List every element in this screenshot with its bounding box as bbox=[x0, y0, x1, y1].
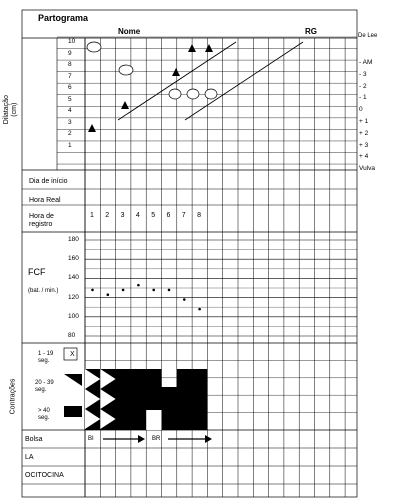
hour-label: 6 bbox=[166, 212, 171, 219]
delee-tick: + 2 bbox=[359, 129, 369, 137]
hour-label: 5 bbox=[151, 212, 156, 219]
start-day-label: Dia de início bbox=[29, 178, 68, 185]
hour-label: 8 bbox=[197, 212, 201, 219]
dilatation-tick: 3 bbox=[68, 118, 72, 126]
fcf-tick: 80 bbox=[68, 332, 76, 339]
hour-label: 1 bbox=[90, 212, 94, 219]
contraction-legend-1-19: 1 - 19 seg. bbox=[38, 351, 54, 364]
delee-tick: - AM bbox=[359, 59, 373, 66]
dilatation-tick: 5 bbox=[68, 95, 72, 103]
hour-label: 4 bbox=[135, 212, 140, 219]
dilatation-tick: 10 bbox=[68, 38, 76, 45]
dilatation-tick: 6 bbox=[68, 84, 72, 92]
delee-tick: Vulva bbox=[359, 165, 376, 173]
dilatation-tick: 7 bbox=[68, 72, 72, 80]
fcf-point bbox=[198, 308, 201, 311]
fcf-tick: 120 bbox=[68, 293, 79, 301]
name-label: Nome bbox=[118, 27, 141, 36]
delee-tick: + 3 bbox=[359, 141, 369, 149]
fcf-tick: 180 bbox=[68, 236, 79, 243]
presentation-circle-marker bbox=[119, 65, 133, 75]
presentation-circle-marker bbox=[169, 89, 181, 99]
dilatation-triangle-marker bbox=[188, 44, 196, 52]
legend-box-20-39 bbox=[64, 374, 82, 386]
bolsa-arrow-1-head bbox=[138, 435, 145, 443]
delee-tick: - 2 bbox=[359, 82, 367, 90]
contraction-legend-mark: X bbox=[70, 351, 75, 358]
dilatation-triangle-marker bbox=[88, 124, 96, 132]
delee-tick: 0 bbox=[359, 106, 363, 114]
delee-tick: + 4 bbox=[359, 153, 369, 161]
presentation-circle-marker bbox=[205, 89, 217, 99]
dilatation-tick: 2 bbox=[68, 130, 72, 138]
fcf-point bbox=[137, 284, 140, 287]
dilatation-tick: 1 bbox=[68, 141, 72, 149]
dilatation-triangle-marker bbox=[121, 101, 129, 109]
fcf-tick: 160 bbox=[68, 255, 79, 263]
register-time-label-1: Hora de bbox=[29, 213, 54, 220]
contraction-legend-40: > 40 seg. bbox=[38, 408, 50, 421]
register-time-label-2: registro bbox=[29, 221, 53, 228]
dilatation-tick: 9 bbox=[68, 49, 72, 57]
bolsa-label: Bolsa bbox=[25, 436, 43, 443]
delee-tick: + 1 bbox=[359, 118, 369, 125]
fcf-point bbox=[152, 289, 155, 292]
contraction-block bbox=[162, 387, 208, 430]
presentation-circle-marker bbox=[87, 42, 101, 52]
hour-label: 2 bbox=[105, 212, 110, 219]
dilatation-tick: 8 bbox=[68, 61, 72, 69]
delee-tick: - 1 bbox=[359, 94, 367, 102]
fcf-point bbox=[183, 298, 186, 301]
fcf-point bbox=[168, 289, 171, 292]
contraction-legend-20-39: 20 - 39 seg. bbox=[35, 380, 54, 393]
contractions-label: Contrações bbox=[9, 378, 17, 415]
form-title: Partograma bbox=[38, 13, 89, 23]
dilatation-triangle-marker bbox=[205, 44, 213, 52]
rg-label: RG bbox=[305, 27, 317, 36]
action-line bbox=[185, 42, 303, 120]
la-label: LA bbox=[25, 454, 34, 461]
dilatation-tick: 4 bbox=[68, 107, 72, 115]
fcf-point bbox=[107, 293, 110, 296]
contraction-gap bbox=[146, 410, 161, 430]
bolsa-br: BR bbox=[152, 436, 161, 442]
fcf-unit-label: (bat. / min.) bbox=[28, 288, 59, 294]
legend-box-40 bbox=[64, 406, 82, 417]
delee-label: De Lee bbox=[358, 33, 378, 39]
presentation-circle-marker bbox=[187, 89, 199, 99]
real-time-label: Hora Real bbox=[29, 197, 61, 204]
fcf-point bbox=[122, 289, 125, 292]
fcf-tick: 140 bbox=[68, 274, 79, 282]
hour-label: 7 bbox=[181, 212, 186, 219]
dilatation-axis-label: Dilatação (cm) bbox=[2, 95, 18, 125]
fcf-label: FCF bbox=[28, 267, 46, 277]
ocitocina-label: OCITOCINA bbox=[25, 472, 64, 479]
hour-label: 3 bbox=[120, 212, 125, 219]
delee-tick: - 3 bbox=[359, 70, 367, 78]
dilatation-triangle-marker bbox=[172, 68, 180, 76]
contraction-block bbox=[177, 369, 208, 387]
bolsa-arrow-2-head bbox=[205, 435, 212, 443]
bolsa-bi: BI bbox=[88, 436, 94, 442]
fcf-point bbox=[91, 289, 94, 292]
fcf-tick: 100 bbox=[68, 312, 79, 320]
